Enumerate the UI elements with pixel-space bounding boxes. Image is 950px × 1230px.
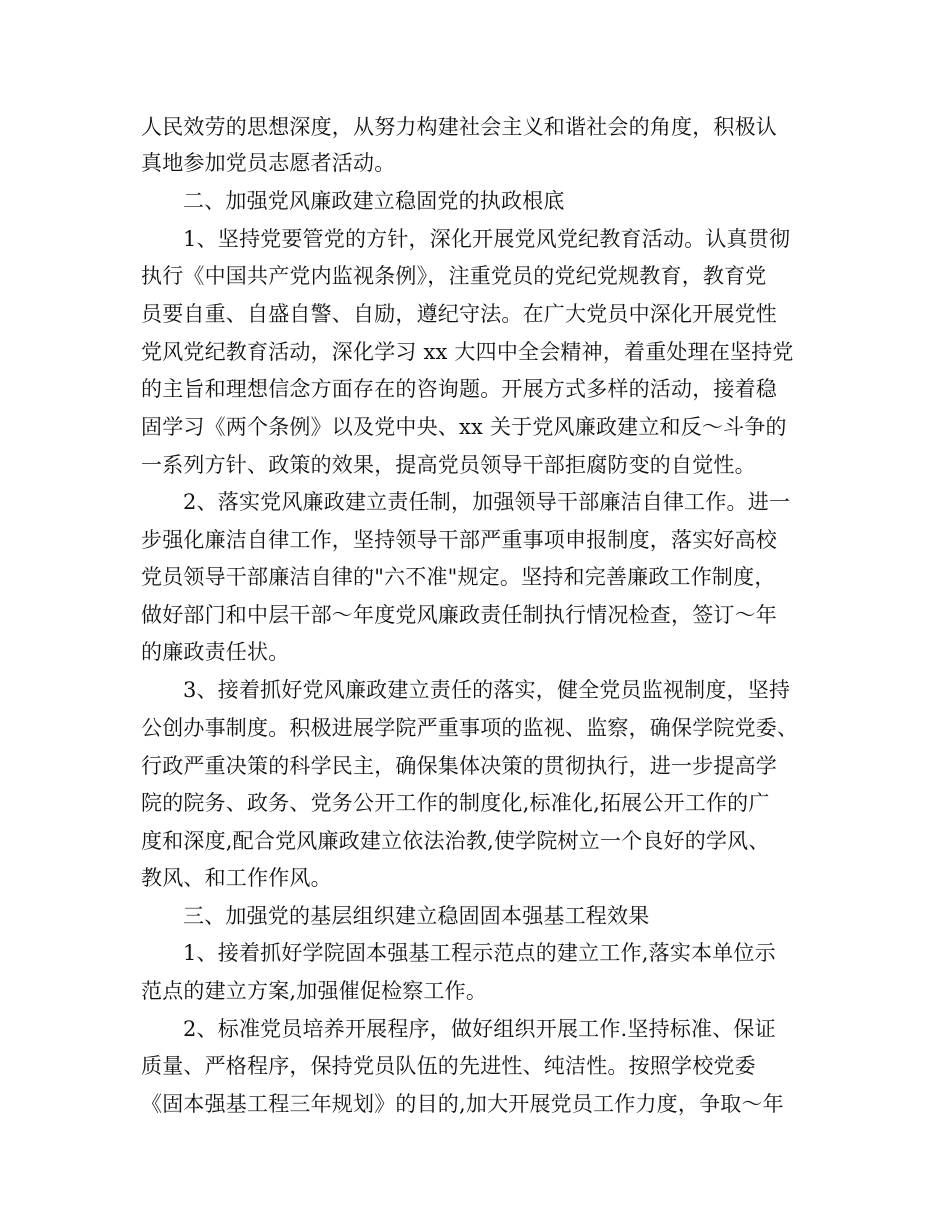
text-line: 的主旨和理想信念方面存在的咨询题。开展方式多样的活动，接着稳 (141, 377, 777, 401)
paragraph-start: 3、接着抓好党风廉政建立责任的落实，健全党员监视制度，坚持 (183, 678, 791, 702)
text-line: 的廉政责任状。 (141, 640, 290, 664)
text-line: 执行《中国共产党内监视条例》，注重党员的党纪党规教育，教育党 (141, 264, 767, 288)
text-line: 范点的建立方案,加强催促检察工作。 (141, 979, 488, 1003)
text-line: 行政严重决策的科学民主，确保集体决策的贯彻执行，进一步提高学 (141, 754, 777, 778)
text-line: 一系列方针、政策的效果，提高党员领导干部拒腐防变的自觉性。 (141, 453, 756, 477)
text-line: 步强化廉洁自律工作，坚持领导干部严重事项申报制度，落实好高校 (141, 528, 777, 552)
text-line: 真地参加党员志愿者活动。 (141, 151, 396, 175)
section-heading: 三、加强党的基层组织建立稳固固本强基工程效果 (183, 904, 650, 928)
text-line: 质量、严格程序，保持党员队伍的先进性、纯洁性。按照学校党委 (141, 1054, 756, 1078)
paragraph-start: 1、接着抓好学院固本强基工程示范点的建立工作,落实本单位示 (183, 941, 776, 965)
text-line: 党风党纪教育活动，深化学习 xx 大四中全会精神，着重处理在坚持党 (141, 340, 794, 364)
section-heading: 二、加强党风廉政建立稳固党的执政根底 (183, 189, 565, 213)
text-line: 员要自重、自盛自警、自励，遵纪守法。在广大党员中深化开展党性 (141, 302, 777, 326)
text-line: 度和深度,配合党风廉政建立依法治教,使学院树立一个良好的学风、 (141, 829, 770, 853)
paragraph-start: 2、标准党员培养开展程序，做好组织开展工作.坚持标准、保证 (183, 1017, 776, 1041)
text-line: 教风、和工作作风。 (141, 866, 332, 890)
text-line: 人民效劳的思想深度，从努力构建社会主义和谐社会的角度，积极认 (141, 115, 777, 139)
text-line: 公创办事制度。积极进展学院严重事项的监视、监察，确保学院党委、 (141, 716, 799, 740)
text-line: 《固本强基工程三年规划》的目的,加大开展党员工作力度，争取～年 (141, 1092, 784, 1116)
text-line: 党员领导干部廉洁自律的"六不准"规定。坚持和完善廉政工作制度， (141, 565, 776, 589)
paragraph-start: 1、坚持党要管党的方针，深化开展党风党纪教育活动。认真贯彻 (183, 227, 791, 251)
text-line: 固学习《两个条例》以及党中央、xx 关于党风廉政建立和反～斗争的 (141, 415, 787, 439)
text-line: 做好部门和中层干部～年度党风廉政责任制执行情况检查，签订～年 (141, 603, 777, 627)
paragraph-start: 2、落实党风廉政建立责任制，加强领导干部廉洁自律工作。进一 (183, 490, 791, 514)
text-line: 院的院务、政务、党务公开工作的制度化,标准化,拓展公开工作的广 (141, 791, 770, 815)
